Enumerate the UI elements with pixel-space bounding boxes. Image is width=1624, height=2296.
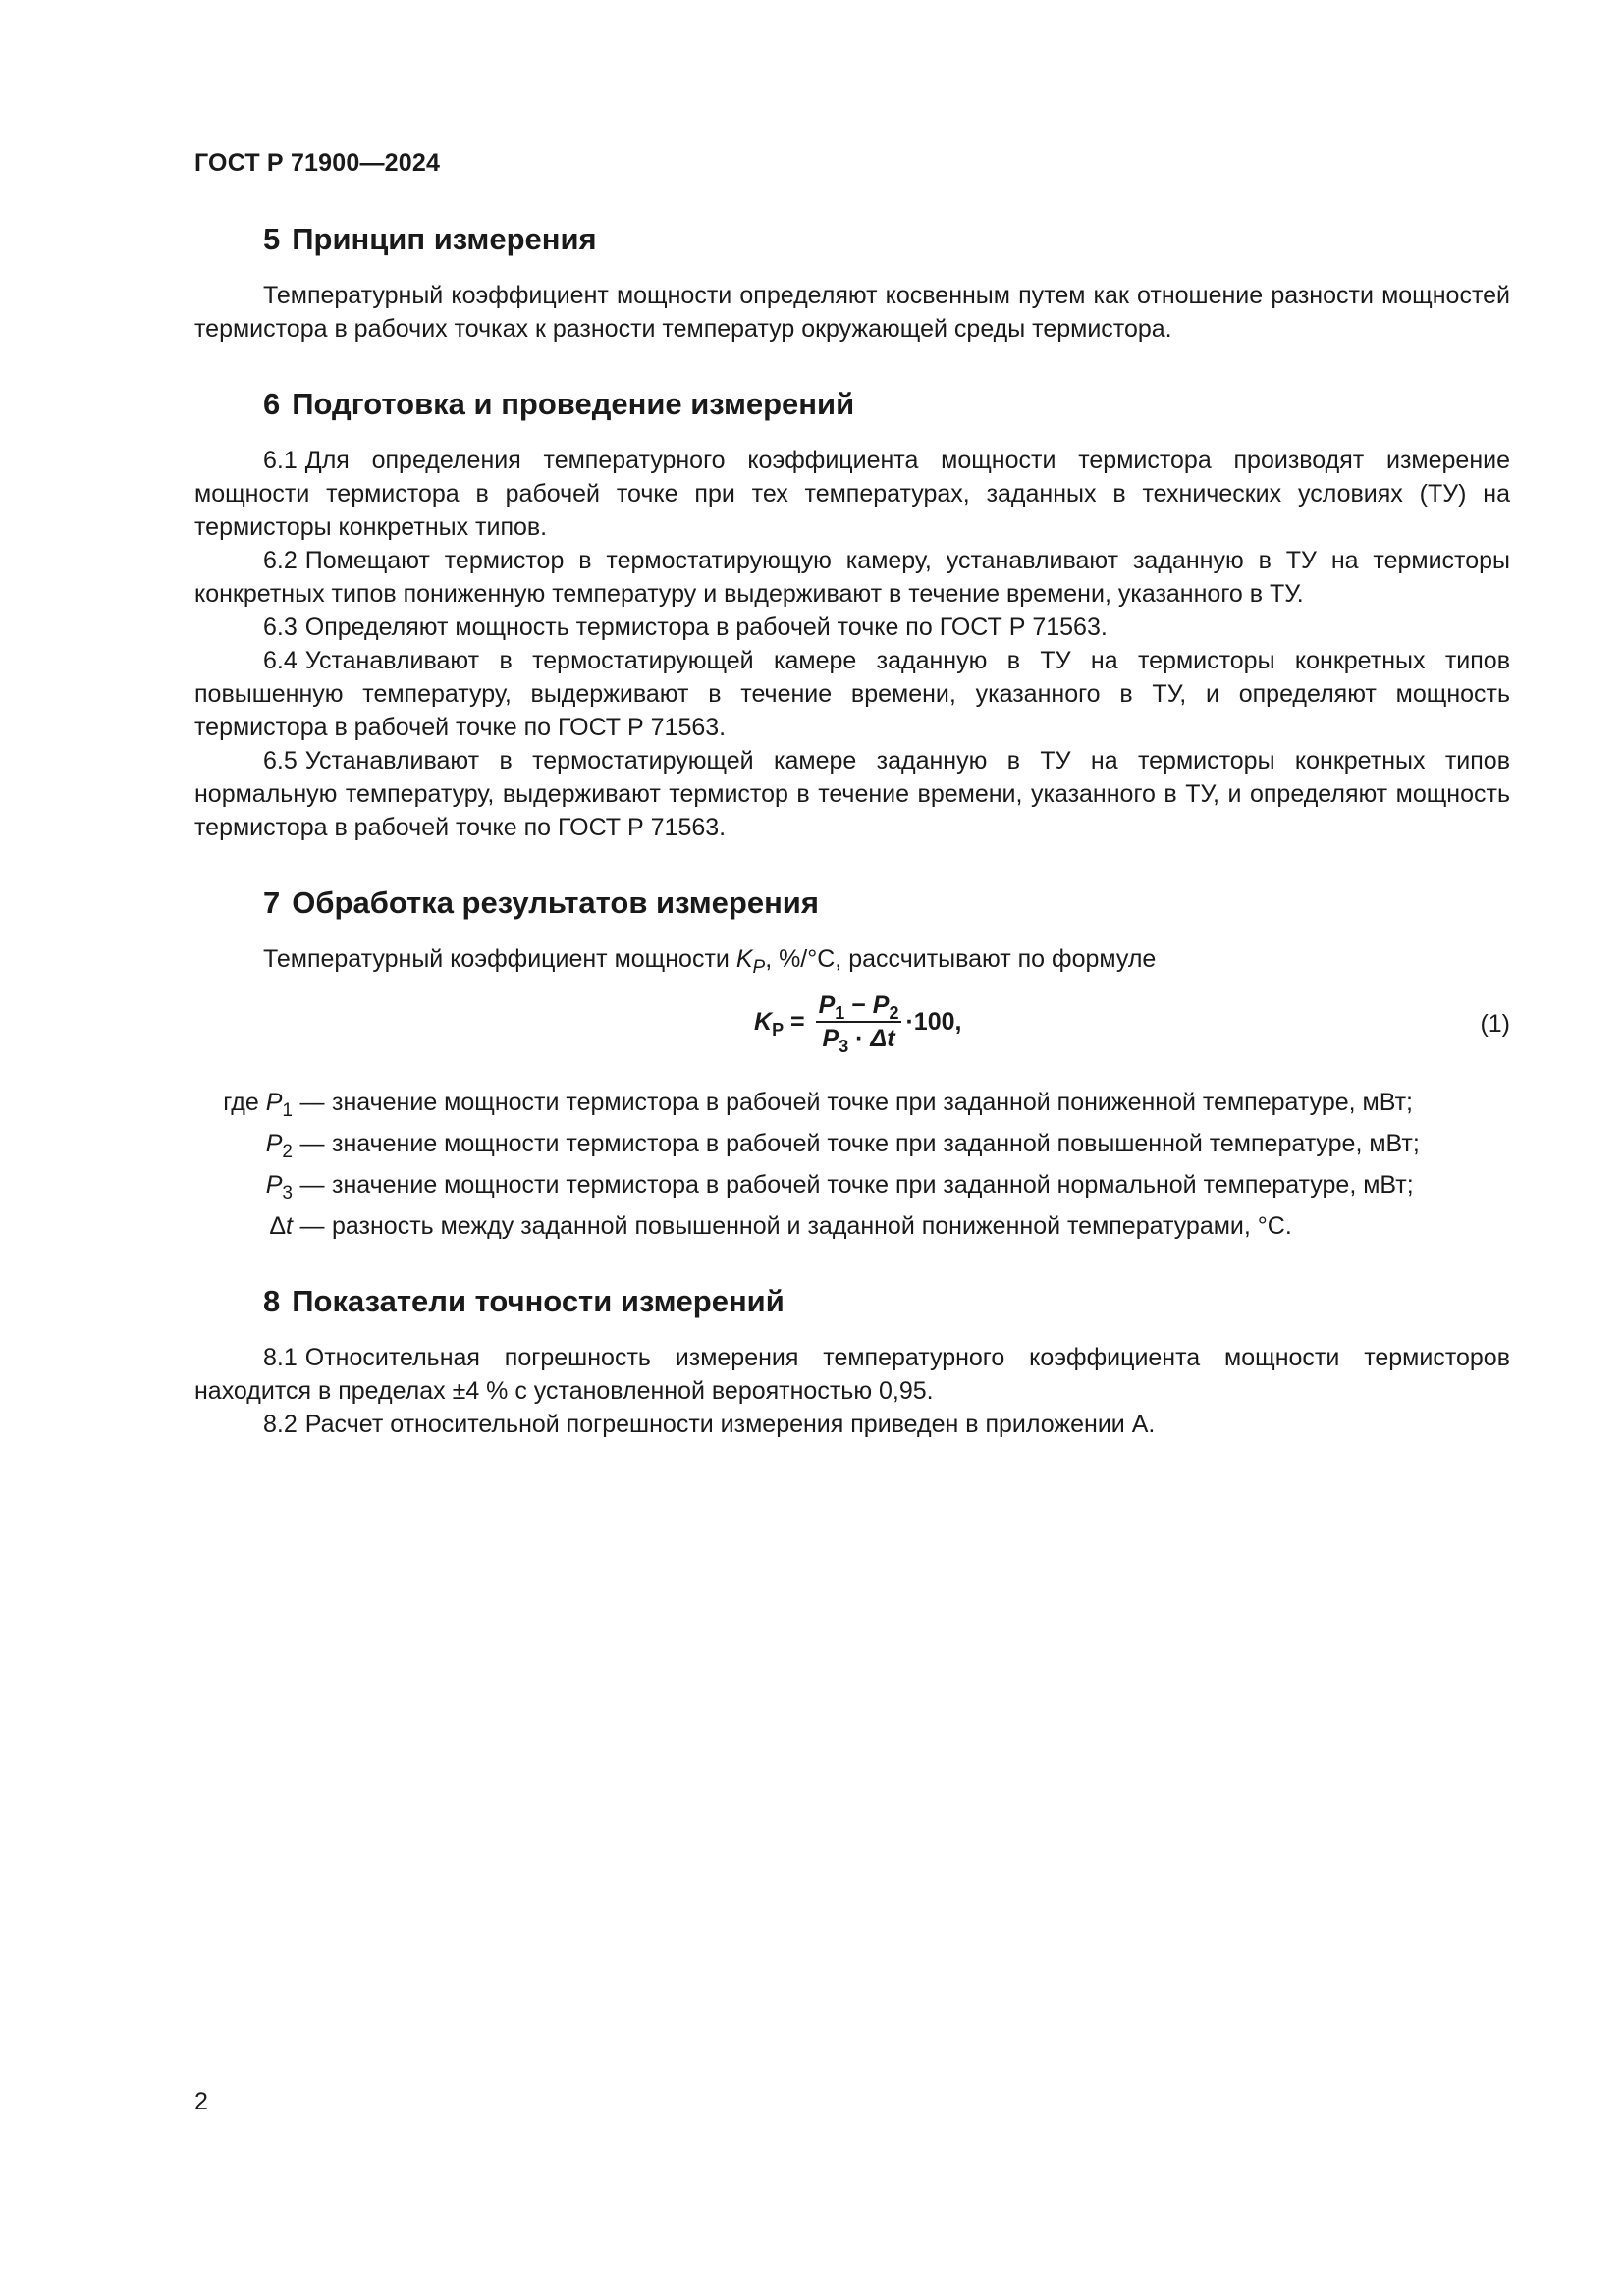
section-6-title bbox=[194, 383, 1510, 426]
where-description: разность между заданной повышенной и заданной пониженной температурами, °С. bbox=[332, 1212, 1292, 1240]
page-content bbox=[194, 218, 1510, 1441]
clause-6-4 bbox=[194, 644, 1510, 744]
clause-text: Устанавливают в термостатирующей камере заданную в ТУ на термисторы конкретных типов нормальную температуру, выдерживают термистор в течение времени, указанного в ТУ, и определяют мощность термистора в рабочей точке по ГОСТ Р 71563. bbox=[194, 747, 1510, 841]
delta-symbol: Δ bbox=[269, 1212, 287, 1240]
clause-text: Помещают термистор в термостатирующую камеру, устанавливают заданную в ТУ на термисторы конкретных типов пониженную температуру и выдерживают в течение времени, указанного в ТУ. bbox=[194, 547, 1510, 608]
formula-dot: · bbox=[848, 1025, 871, 1052]
where-item-p2 bbox=[194, 1127, 1510, 1160]
subscript: 3 bbox=[282, 1183, 293, 1203]
clause-6-5 bbox=[194, 744, 1510, 844]
where-item-p1 bbox=[194, 1086, 1510, 1119]
clause-number: 6.3 bbox=[263, 614, 298, 641]
symbol: t bbox=[286, 1212, 293, 1240]
where-symbol bbox=[194, 1168, 293, 1201]
formula-symbol: P bbox=[872, 991, 890, 1019]
formula-symbol: Δt bbox=[870, 1025, 895, 1052]
section-number: 8 bbox=[263, 1284, 281, 1318]
formula-symbol: K bbox=[754, 1008, 773, 1036]
section-7-title bbox=[194, 881, 1510, 925]
section-8-title bbox=[194, 1280, 1510, 1323]
section-title-text: Подготовка и проведение измерений bbox=[292, 387, 855, 421]
symbol-sub: P bbox=[752, 957, 766, 978]
intro-text: , %/°C, рассчитывают по формуле bbox=[765, 945, 1157, 973]
section-8 bbox=[194, 1280, 1510, 1441]
equation-number: (1) bbox=[1480, 1010, 1510, 1038]
where-item-p3 bbox=[194, 1168, 1510, 1201]
clause-text: Устанавливают в термостатирующей камере заданную в ТУ на термисторы конкретных типов повышенную температуру, выдерживают в течение времени, указанного в ТУ, и определяют мощность термистора в рабочей точке по ГОСТ Р 71563. bbox=[194, 647, 1510, 741]
section-title-text: Обработка результатов измерения bbox=[292, 885, 819, 920]
formula-symbol: P bbox=[822, 1025, 839, 1052]
section-number: 5 bbox=[263, 222, 281, 256]
formula-symbol: P bbox=[818, 991, 836, 1019]
where-list bbox=[194, 1086, 1510, 1243]
section-5-title bbox=[194, 218, 1510, 261]
section-number: 6 bbox=[263, 387, 281, 421]
dash: — bbox=[299, 1089, 325, 1116]
symbol: P bbox=[265, 1130, 283, 1157]
section-number: 7 bbox=[263, 885, 281, 920]
where-item-delta-t bbox=[194, 1209, 1510, 1243]
clause-number: 6.5 bbox=[263, 747, 298, 774]
intro-text: Температурный коэффициент мощности bbox=[263, 945, 736, 973]
section-title-text: Принцип измерения bbox=[292, 222, 597, 256]
clause-text: Расчет относительной погрешности измерения приведен в приложении А. bbox=[304, 1411, 1156, 1438]
section-6 bbox=[194, 383, 1510, 844]
clause-8-1 bbox=[194, 1341, 1510, 1408]
where-description: значение мощности термистора в рабочей точке при заданной нормальной температуре, мВт; bbox=[332, 1171, 1414, 1199]
formula-lhs bbox=[754, 1005, 784, 1039]
formula-row bbox=[194, 986, 1510, 1068]
where-symbol bbox=[194, 1209, 293, 1243]
where-description: значение мощности термистора в рабочей точке при заданной повышенной температуре, мВт; bbox=[332, 1130, 1420, 1157]
clause-6-1 bbox=[194, 444, 1510, 544]
document-header: ГОСТ Р 71900—2024 bbox=[194, 149, 441, 177]
section-title-text: Показатели точности измерений bbox=[292, 1284, 785, 1318]
formula-subscript: 2 bbox=[889, 1003, 899, 1023]
formula-denominator bbox=[822, 1023, 895, 1056]
formula-intro bbox=[194, 942, 1510, 976]
formula-numerator bbox=[816, 991, 902, 1023]
formula-subscript: 3 bbox=[839, 1037, 849, 1056]
where-symbol bbox=[194, 1086, 293, 1119]
dash: — bbox=[299, 1130, 325, 1157]
section-5-text: Температурный коэффициент мощности определяют косвенным путем как отношение разности мощностей термистора в рабочих точках к разности температур окружающей среды термистора. bbox=[194, 282, 1510, 343]
clause-number: 6.4 bbox=[263, 647, 298, 674]
clause-text: Для определения температурного коэффициента мощности термистора производят измерение мощности термистора в рабочей точке при тех температурах, заданных в технических условиях (ТУ) на термисторы конкретных типов. bbox=[194, 447, 1510, 541]
symbol-k: K bbox=[735, 945, 753, 973]
clause-6-2 bbox=[194, 544, 1510, 611]
section-5 bbox=[194, 218, 1510, 346]
where-description: значение мощности термистора в рабочей точке при заданной пониженной температуре, мВт; bbox=[332, 1089, 1413, 1116]
dash: — bbox=[299, 1171, 325, 1199]
clause-6-3 bbox=[194, 611, 1510, 644]
symbol: P bbox=[265, 1171, 283, 1199]
formula-1 bbox=[754, 991, 962, 1056]
clause-number: 6.2 bbox=[263, 547, 298, 574]
formula-multiplier: ·100, bbox=[905, 1008, 962, 1036]
clause-number: 8.1 bbox=[263, 1344, 298, 1371]
clause-text: Относительная погрешность измерения температурного коэффициента мощности термисторов находится в пределах ±4 % с установленной вероятностью 0,95. bbox=[194, 1344, 1510, 1405]
clause-8-2 bbox=[194, 1408, 1510, 1441]
dash: — bbox=[299, 1212, 325, 1240]
formula-fraction bbox=[816, 991, 902, 1056]
formula-minus: − bbox=[844, 991, 873, 1019]
formula-subscript: P bbox=[772, 1020, 785, 1040]
where-word: где bbox=[223, 1089, 266, 1116]
symbol: P bbox=[265, 1089, 283, 1116]
formula-equals: = bbox=[784, 1008, 812, 1036]
where-symbol bbox=[194, 1127, 293, 1160]
section-7 bbox=[194, 881, 1510, 1243]
subscript: 1 bbox=[282, 1100, 293, 1121]
page-number: 2 bbox=[194, 2088, 208, 2115]
clause-text: Определяют мощность термистора в рабочей точке по ГОСТ Р 71563. bbox=[304, 614, 1108, 641]
formula-subscript: 1 bbox=[835, 1003, 845, 1023]
clause-number: 6.1 bbox=[263, 447, 298, 474]
clause-number: 8.2 bbox=[263, 1411, 298, 1438]
subscript: 2 bbox=[282, 1142, 293, 1162]
